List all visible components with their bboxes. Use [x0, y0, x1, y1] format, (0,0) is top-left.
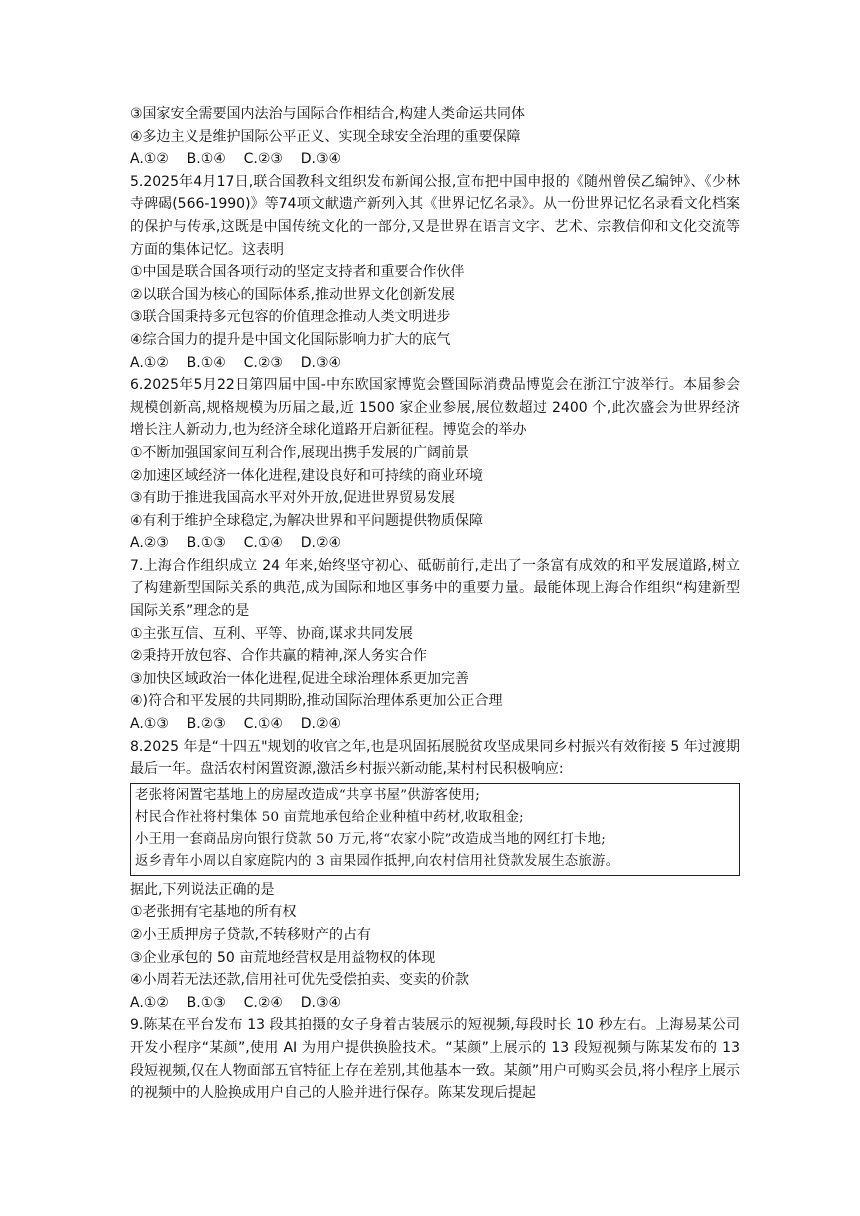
- statement-4: ④多边主义是维护国际公平正义、实现全球安全治理的重要保障: [130, 128, 521, 145]
- previous-question-tail: [130, 103, 740, 171]
- answer-options: A.①② B.①③ C.②④ D.③④: [130, 994, 342, 1011]
- statement-4: ④综合国力的提升是中国文化国际影响力扩大的底气: [130, 331, 451, 348]
- statement-2: ②以联合国为核心的国际体系,推动世界文化创新发展: [130, 286, 455, 303]
- statement-4: ④)符合和平发展的共同期盼,推动国际治理体系更加公正合理: [130, 693, 503, 710]
- material-line: 小王用一套商品房向银行贷款 50 万元,将“农家小院”改造成当地的网红打卡地;: [135, 831, 606, 847]
- statement-3: ③企业承包的 50 亩荒地经营权是用益物权的体现: [130, 949, 436, 966]
- statement-2: ②加速区域经济一体化进程,建设良好和可持续的商业环境: [130, 467, 483, 484]
- question-9: [130, 1014, 740, 1104]
- statement-1: ①主张互信、互利、平等、协商,谋求共同发展: [130, 625, 413, 642]
- question-stem: 8.2025 年是“十四五"规划的收官之年,也是巩固拓展脱贫攻坚成果同乡村振兴有效衔接 5 年过渡期最后一年。盘活农村闲置资源,激活乡村振兴新动能,某村村民积极响应:: [130, 738, 740, 778]
- question-stem: 9.陈某在平台发布 13 段其拍摄的女子身着古装展示的短视频,每段时长 10 秒左右。上海易某公司开发小程序“某颜”,使用 AI 为用户提供换脸技术。“某颜”上展示的 13 段短视频与陈某发布的 13 段短视频,仅在人物面部五官特征上存在差别,其他基本一致。某颜”用户可购买会员,将小程序上展示的视频中的人脸换成用户自己的人脸并进行保存。陈某发现后提起: [130, 1017, 740, 1102]
- material-line: 老张将闲置宅基地上的房屋改造成“共享书屋”供游客使用;: [135, 787, 480, 803]
- answer-options: A.①③ B.②③ C.①④ D.②④: [130, 716, 342, 733]
- question-8: [130, 736, 740, 1015]
- question-5: [130, 171, 740, 374]
- statement-4: ④小周若无法还款,信用社可优先受偿拍卖、变卖的价款: [130, 972, 469, 989]
- question-stem: 5.2025年4月17日,联合国教科文组织发布新闻公报,宣布把中国申报的《随州曾侯乙编钟》、《少林寺碑碣(566-1990)》等74项文献遗产新列入其《世界记忆名录》。从一份世界记忆名录看文化档案的保护与传承,这既是中国传统文化的一部分,又是世界在语言文字、艺术、宗教信仰和文化交流等方面的集体记忆。这表明: [130, 173, 740, 258]
- statement-3: ③国家安全需要国内法治与国际合作相结合,构建人类命运共同体: [130, 106, 525, 122]
- material-line: 返乡青年小周以自家庭院内的 3 亩果园作抵押,向农村信用社贷款发展生态旅游。: [135, 853, 620, 869]
- statement-1: ①老张拥有宅基地的所有权: [130, 904, 297, 921]
- statement-1: ①不断加强国家间互利合作,展现出携手发展的广阔前景: [130, 444, 469, 461]
- question-stem: 6.2025年5月22日第四届中国-中东欧国家博览会暨国际消费品博览会在浙江宁波举行。本届参会规模创新高,规格规模为历届之最,近 1500 家企业参展,展位数超过 2400 个,此次盛会为世界经济增长注人新动力,也为经济全球化道路开启新征程。博览会的举办: [130, 377, 740, 439]
- exam-page: [130, 103, 740, 1105]
- answer-options: A.②③ B.①③ C.①④ D.②④: [130, 535, 342, 552]
- statement-2: ②秉持开放包容、合作共赢的精神,深人务实合作: [130, 648, 427, 665]
- question-stem: 7.上海合作组织成立 24 年来,始终坚守初心、砥砺前行,走出了一条富有成效的和平发展道路,树立了构建新型国际关系的典范,成为国际和地区事务中的重要力量。最能体现上海合作组织“构建新型国际关系”理念的是: [130, 557, 740, 620]
- material-box: [130, 783, 740, 876]
- material-line: 村民合作社将村集体 50 亩荒地承包给企业种植中药材,收取租金;: [135, 809, 524, 825]
- statement-4: ④有利于维护全球稳定,为解决世界和平问题提供物质保障: [130, 512, 483, 529]
- statement-3: ③联合国秉持多元包容的价值理念推动人类文明进步: [130, 309, 451, 326]
- statement-3: ③加快区域政治一体化进程,促进全球治理体系更加完善: [130, 670, 469, 687]
- statement-2: ②小王质押房子贷款,不转移财产的占有: [130, 927, 371, 943]
- question-7: [130, 555, 740, 736]
- answer-options: A.①② B.①④ C.②③ D.③④: [130, 151, 342, 168]
- statement-1: ①中国是联合国各项行动的坚定支持者和重要合作伙伴: [130, 264, 465, 281]
- statement-3: ③有助于推进我国高水平对外开放,促进世界贸易发展: [130, 490, 455, 507]
- question-6: [130, 374, 740, 555]
- question-lead: 据此,下列说法正确的是: [130, 881, 275, 898]
- answer-options: A.①② B.①④ C.②③ D.③④: [130, 354, 342, 371]
